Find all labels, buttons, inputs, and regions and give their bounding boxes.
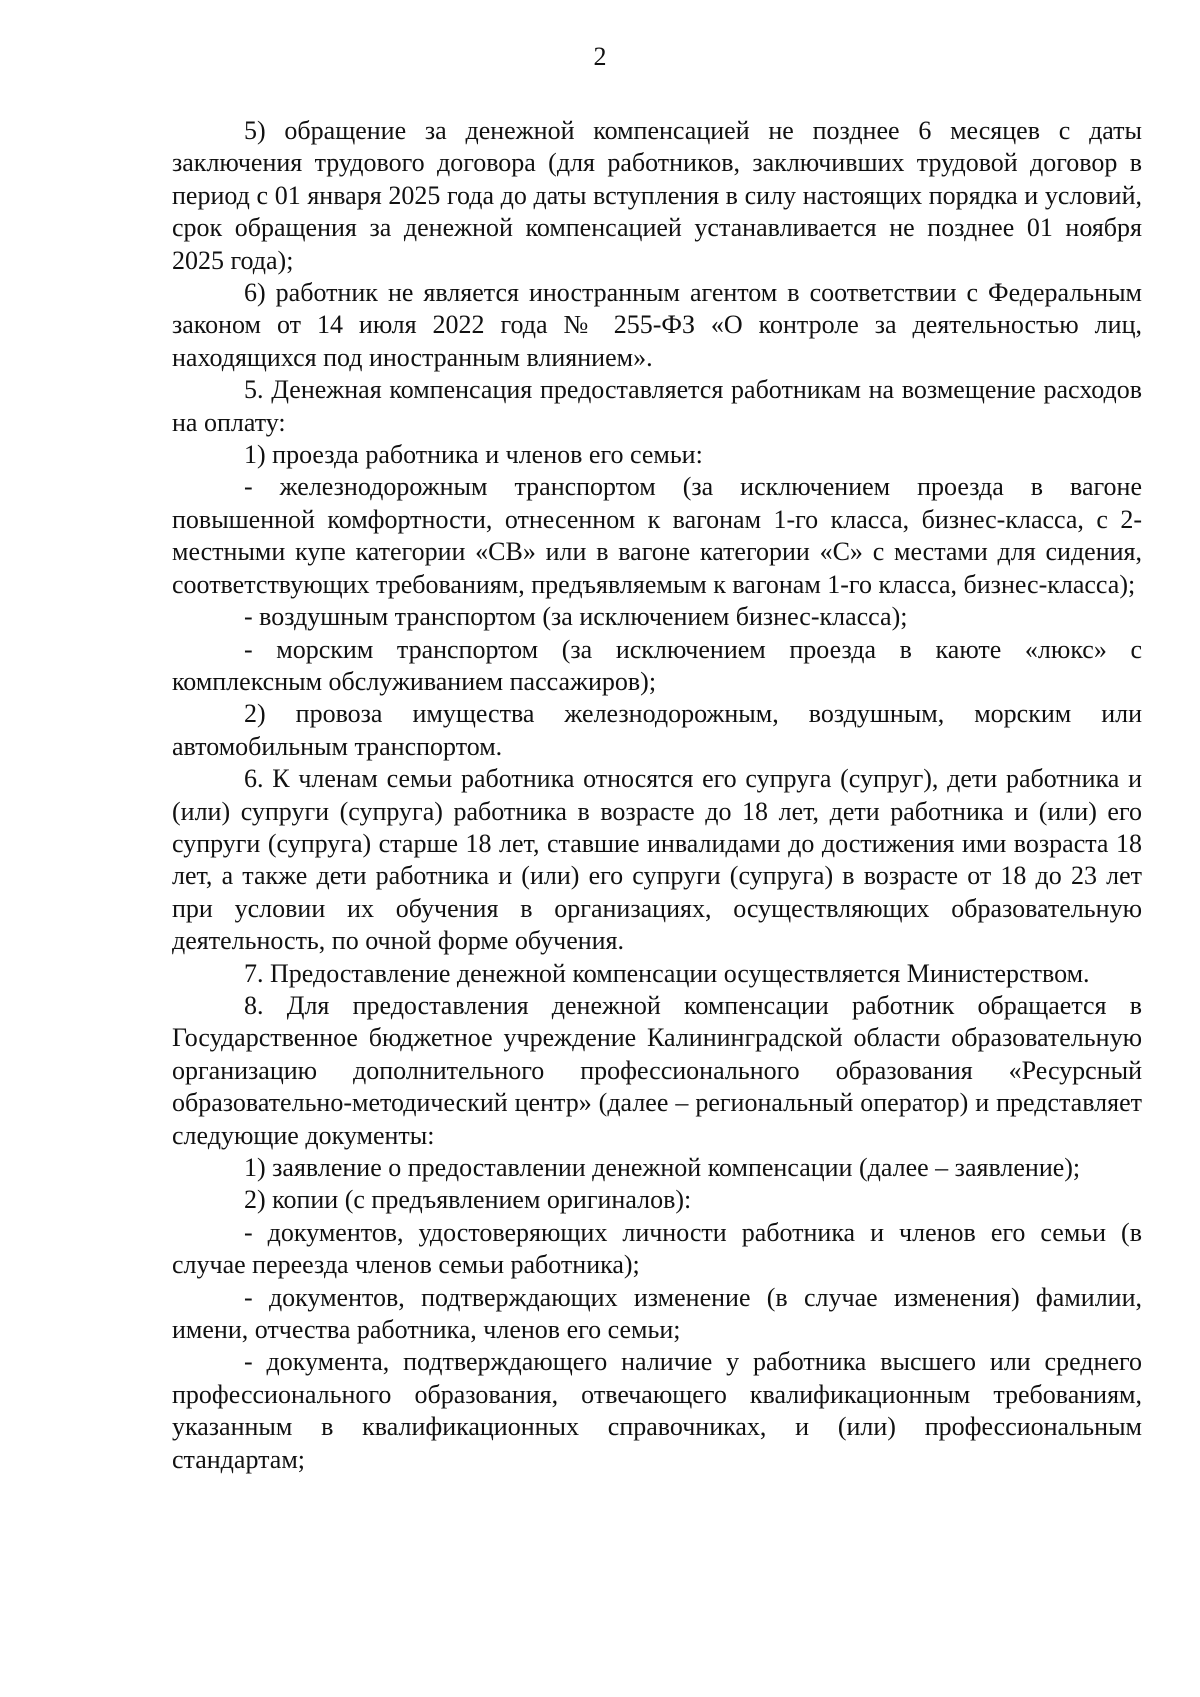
paragraph-sea-transport: - морским транспортом (за исключением проезда в каюте «люкс» с комплексным обслуживанием пассажиров); bbox=[172, 634, 1142, 696]
paragraph-identity-documents: - документов, удостоверяющих личности работника и членов его семьи (в случае переезда членов семьи работника); bbox=[172, 1217, 1142, 1280]
paragraph-clause-5: 5. Денежная компенсация предоставляется работникам на возмещение расходов на оплату: bbox=[172, 375, 1142, 437]
paragraph-education-document: - документа, подтверждающего наличие у работника высшего или среднего профессионального образования, отвечающего квалификационным требованиям, указанным в квалификационных справочниках, и (или) профессиональным стандартам; bbox=[172, 1347, 1142, 1474]
paragraph-item-5: 5) обращение за денежной компенсацией не позднее 6 месяцев с даты заключения трудового договора (для работников, заключивших трудовой договор в период с 01 января 2025 года до даты вступления в силу настоящих порядка и условий, срок обращения за денежной компенсацией устанавливается не позднее 01 ноября 2025 года); bbox=[172, 116, 1142, 275]
paragraph-subitem-1-travel: 1) проезда работника и членов его семьи: bbox=[244, 440, 703, 470]
paragraph-clause-8: 8. Для предоставления денежной компенсации работник обращается в Государственное бюджетное учреждение Калининградской области образовательную организацию дополнительного профессионального образования «Ресурсный образовательно-методический центр» (далее – региональный оператор) и представляет следующие документы: bbox=[172, 990, 1142, 1150]
paragraph-air-transport: - воздушным транспортом (за исключением бизнес-класса); bbox=[244, 602, 908, 632]
document-body bbox=[172, 115, 1142, 1476]
paragraph-clause-7: 7. Предоставление денежной компенсации осуществляется Министерством. bbox=[244, 958, 1090, 988]
paragraph-clause-6: 6. К членам семьи работника относятся его супруга (супруг), дети работника и (или) супруги (супруга) работника в возрасте до 18 лет, дети работника и (или) его супруги (супруга) старше 18 лет, ставшие инвалидами до достижения ими возраста 18 лет, а также дети работника и (или) его супруги (супруга) в возрасте от 18 до 23 лет при условии их обучения в организациях, осуществляющих образовательную деятельность, по очной форме обучения. bbox=[172, 764, 1142, 956]
paragraph-subitem-1-application: 1) заявление о предоставлении денежной компенсации (далее – заявление); bbox=[244, 1153, 1081, 1182]
paragraph-rail-transport: - железнодорожным транспортом (за исключением проезда в вагоне повышенной комфортности, отнесенном к вагонам 1-го класса, бизнес-класса, с 2-местными купе категории «СВ» или в вагоне категории «С» с местами для сидения, соответствующих требованиям, предъявляемым к вагонам 1-го класса, бизнес-класса); bbox=[172, 472, 1142, 599]
paragraph-subitem-2-copies: 2) копии (с предъявлением оригиналов): bbox=[244, 1185, 692, 1215]
paragraph-subitem-2-property: 2) провоза имущества железнодорожным, воздушным, морским или автомобильным транспортом. bbox=[172, 699, 1142, 761]
paragraph-item-6: 6) работник не является иностранным агентом в соответствии с Федеральным законом от 14 июля 2022 года № 255-ФЗ «О контроле за деятельностью лиц, находящихся под иностранным влиянием». bbox=[172, 278, 1142, 372]
page-number: 2 bbox=[593, 42, 607, 71]
paragraph-name-change-documents: - документов, подтверждающих изменение (в случае изменения) фамилии, имени, отчества работника, членов его семьи; bbox=[172, 1282, 1142, 1345]
